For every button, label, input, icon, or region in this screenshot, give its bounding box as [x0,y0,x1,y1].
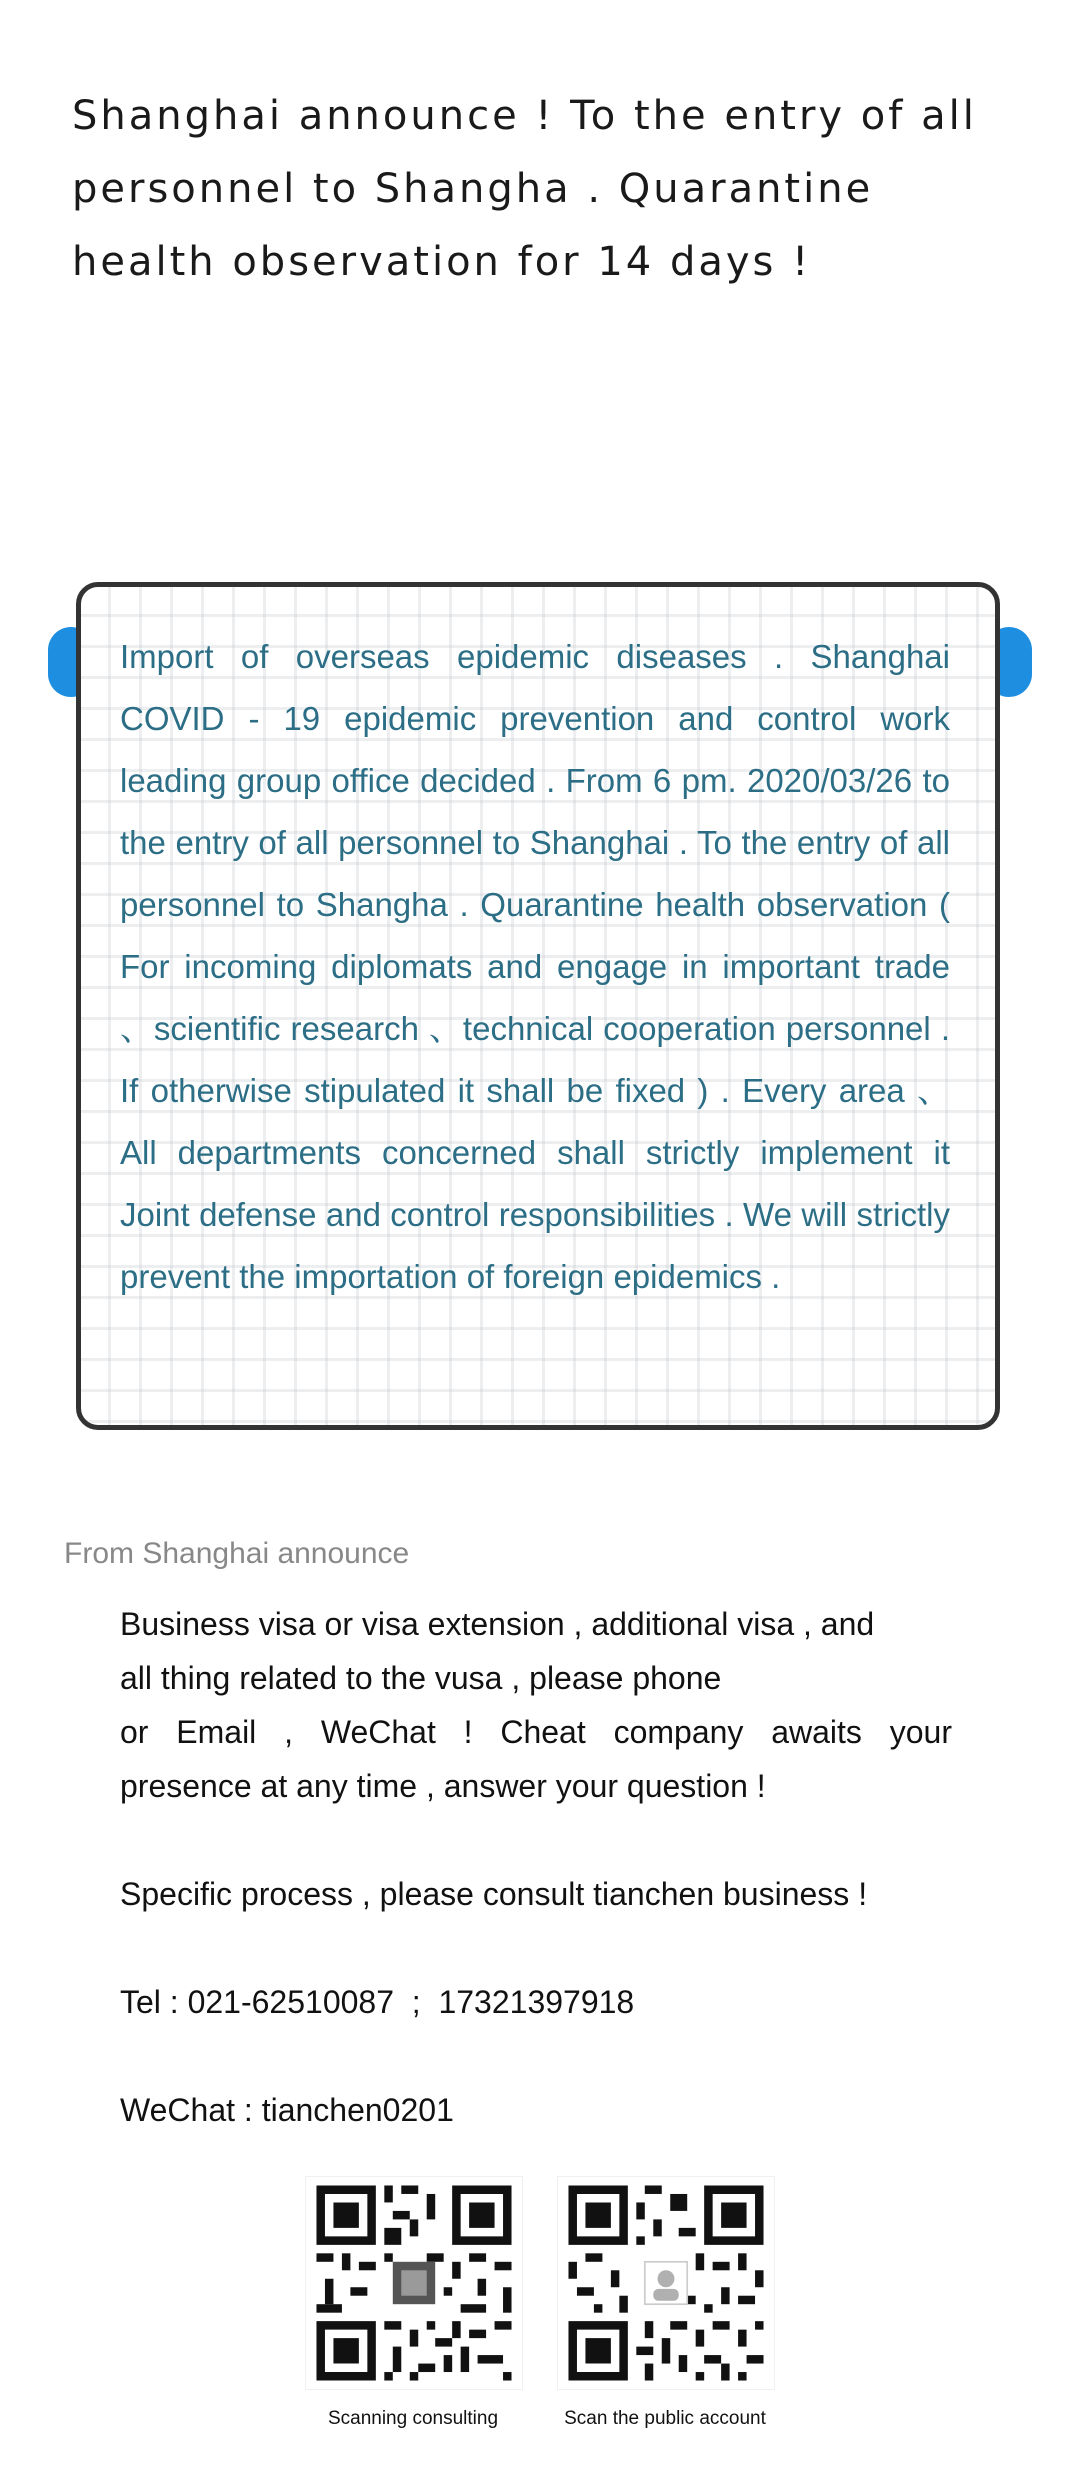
qr-code-public-account[interactable] [557,2176,775,2390]
contact-intro-line: Business visa or visa extension , additional visa , and [120,1606,875,1642]
contact-intro-line: presence at any time , answer your question ! [120,1768,766,1804]
wechat-text: WeChat : tianchen0201 [120,2092,454,2128]
process-text: Specific process , please consult tianchen business ! [120,1876,868,1912]
tel-text: Tel : 021-62510087 ; 17321397918 [120,1984,635,2020]
qr-code-icon [306,2177,522,2389]
headline: Shanghai announce ! To the entry of all personnel to Shangha . Quarantine health observation for 14 days ! [72,93,977,285]
qr-caption-consulting: Scanning consulting [327,2408,499,2429]
contact-intro-line: or Email , WeChat ! Cheat company awaits your [120,1714,952,1750]
qr-code-consulting[interactable] [305,2176,523,2390]
notice-text: Import of overseas epidemic diseases . Shanghai COVID - 19 epidemic prevention and control work leading group office decided . From 6 pm. 2020/03/26 to the entry of all personnel to Shanghai . To the entry of all personnel to Shangha . Quarantine health observation ( For incoming diplomats and engage in important trade 、scientific research 、technical cooperation personnel . If otherwise stipulated it shall be fixed ) . Every area 、All departments concerned shall strictly implement it Joint defense and control responsibilities . We will strictly prevent the importation of foreign epidemics . [120,638,950,1295]
source-label: From Shanghai announce [64,1537,410,1570]
contact-intro [120,1597,952,1813]
qr-caption-public-account: Scan the public account [564,2408,766,2429]
qr-code-icon [558,2177,774,2389]
contact-intro-line: all thing related to the vusa , please phone [120,1660,722,1696]
